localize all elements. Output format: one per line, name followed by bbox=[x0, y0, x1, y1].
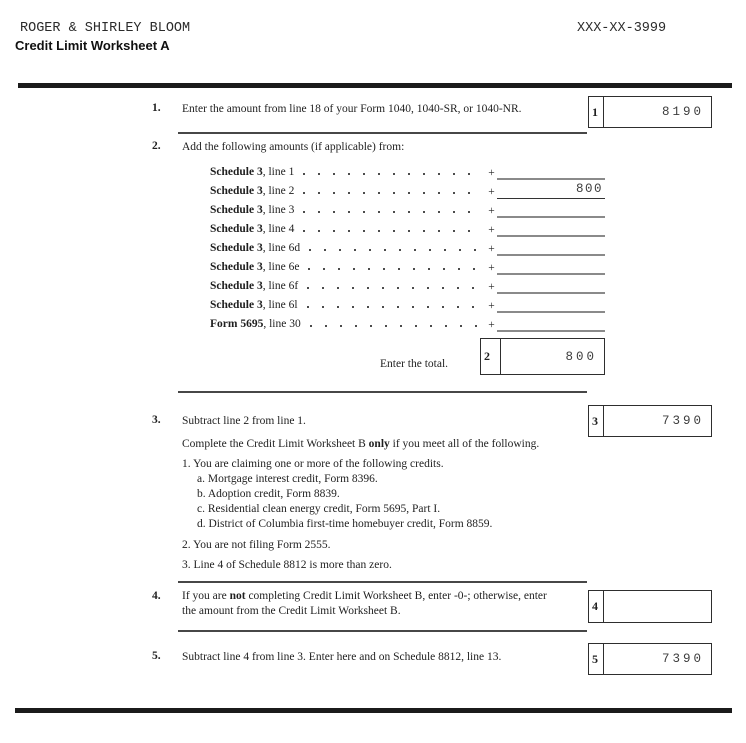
line2-amount-box bbox=[480, 338, 605, 375]
separator-2 bbox=[178, 391, 587, 393]
line4-text bbox=[182, 589, 594, 619]
line4-amount-box bbox=[588, 590, 712, 623]
sched-row-label: Schedule 3, line 6e bbox=[210, 261, 300, 273]
sched-row-amount bbox=[497, 163, 605, 180]
sched-row-amount bbox=[497, 258, 605, 275]
dot-leader bbox=[303, 192, 480, 194]
taxpayer-name: ROGER & SHIRLEY BLOOM bbox=[20, 21, 191, 36]
sched-row-line6f bbox=[210, 275, 605, 294]
dot-leader bbox=[308, 268, 480, 270]
line1-text: Enter the amount from line 18 of your Form 1040, 1040-SR, or 1040-NR. bbox=[182, 103, 522, 115]
line4-text-line2: the amount from the Credit Limit Worksheet B. bbox=[182, 605, 401, 617]
line4-number: 4. bbox=[152, 590, 161, 602]
separator-1 bbox=[178, 132, 587, 134]
line5-number: 5. bbox=[152, 650, 161, 662]
plus-sign: + bbox=[488, 167, 495, 179]
sched-row-label: Schedule 3, line 2 bbox=[210, 185, 295, 197]
dot-leader bbox=[310, 325, 480, 327]
line1-box-label: 1 bbox=[589, 97, 604, 127]
sched-row-label: Form 5695, line 30 bbox=[210, 318, 301, 330]
dot-leader bbox=[309, 249, 480, 251]
line4-text-line1: If you are not completing Credit Limit Worksheet B, enter -0-; otherwise, enter bbox=[182, 590, 547, 602]
condition-1a: a. Mortgage interest credit, Form 8396. bbox=[197, 473, 378, 485]
sched-row-line3 bbox=[210, 199, 605, 218]
dot-leader bbox=[303, 173, 480, 175]
taxpayer-ssn: XXX-XX-3999 bbox=[577, 21, 667, 36]
line1-box-value: 8190 bbox=[661, 105, 704, 119]
sched-row-amount bbox=[497, 296, 605, 313]
sched-row-label: Schedule 3, line 1 bbox=[210, 166, 295, 178]
line3-text: Subtract line 2 from line 1. bbox=[182, 415, 306, 427]
sched-row-label: Schedule 3, line 6f bbox=[210, 280, 299, 292]
line4-box-value bbox=[604, 591, 711, 622]
dot-leader bbox=[307, 306, 480, 308]
schedule3-rows bbox=[210, 161, 605, 332]
sched-row-amount bbox=[497, 239, 605, 256]
dot-leader bbox=[303, 230, 480, 232]
plus-sign: + bbox=[488, 262, 495, 274]
line1-amount-box bbox=[588, 96, 712, 128]
sched-row-line6d bbox=[210, 237, 605, 256]
plus-sign: + bbox=[488, 300, 495, 312]
page-title: Credit Limit Worksheet A bbox=[15, 38, 170, 53]
line5-amount-box bbox=[588, 643, 712, 675]
condition-2: 2. You are not filing Form 2555. bbox=[182, 539, 331, 551]
plus-sign: + bbox=[488, 224, 495, 236]
sched-row-line6l bbox=[210, 294, 605, 313]
line4-box-label: 4 bbox=[589, 591, 604, 622]
condition-1: 1. You are claiming one or more of the following credits. bbox=[182, 458, 444, 470]
sched-row-amount bbox=[497, 201, 605, 218]
line5-text: Subtract line 4 from line 3. Enter here and on Schedule 8812, line 13. bbox=[182, 651, 502, 663]
dot-leader bbox=[307, 287, 480, 289]
top-rule bbox=[18, 83, 732, 88]
plus-sign: + bbox=[488, 205, 495, 217]
sched-row-line6e bbox=[210, 256, 605, 275]
enter-total-label: Enter the total. bbox=[380, 358, 449, 370]
sched-row-form5695 bbox=[210, 313, 605, 332]
sched-row-line1 bbox=[210, 161, 605, 180]
dot-leader bbox=[303, 211, 480, 213]
line3-number: 3. bbox=[152, 414, 161, 426]
bottom-rule bbox=[15, 708, 732, 713]
line2-number: 2. bbox=[152, 140, 161, 152]
line3-box-label: 3 bbox=[589, 406, 604, 436]
line2-box-label: 2 bbox=[481, 339, 501, 374]
line1-number: 1. bbox=[152, 102, 161, 114]
line3-text2: Complete the Credit Limit Worksheet B only if you meet all of the following. bbox=[182, 438, 540, 450]
plus-sign: + bbox=[488, 243, 495, 255]
separator-4 bbox=[178, 630, 587, 632]
condition-1b: b. Adoption credit, Form 8839. bbox=[197, 488, 340, 500]
separator-3 bbox=[178, 581, 587, 583]
sched-row-line2 bbox=[210, 180, 605, 199]
plus-sign: + bbox=[488, 281, 495, 293]
condition-3: 3. Line 4 of Schedule 8812 is more than zero. bbox=[182, 559, 392, 571]
line5-box-value: 7390 bbox=[661, 652, 704, 666]
sched-row-label: Schedule 3, line 3 bbox=[210, 204, 295, 216]
sched-row-amount: 800 bbox=[497, 182, 605, 199]
line2-text: Add the following amounts (if applicable) from: bbox=[182, 141, 405, 153]
sched-row-amount bbox=[497, 277, 605, 294]
condition-1c: c. Residential clean energy credit, Form 5695, Part I. bbox=[197, 503, 441, 515]
sched-row-amount bbox=[497, 220, 605, 237]
sched-row-label: Schedule 3, line 4 bbox=[210, 223, 295, 235]
line2-box-value: 800 bbox=[565, 349, 597, 364]
sched-row-label: Schedule 3, line 6d bbox=[210, 242, 301, 254]
plus-sign: + bbox=[488, 186, 495, 198]
line3-amount-box bbox=[588, 405, 712, 437]
line5-box-label: 5 bbox=[589, 644, 604, 674]
sched-row-label: Schedule 3, line 6l bbox=[210, 299, 298, 311]
sched-row-line4 bbox=[210, 218, 605, 237]
sched-row-amount bbox=[497, 315, 605, 332]
line3-box-value: 7390 bbox=[661, 414, 704, 428]
condition-1d: d. District of Columbia first-time homebuyer credit, Form 8859. bbox=[197, 518, 493, 530]
plus-sign: + bbox=[488, 319, 495, 331]
